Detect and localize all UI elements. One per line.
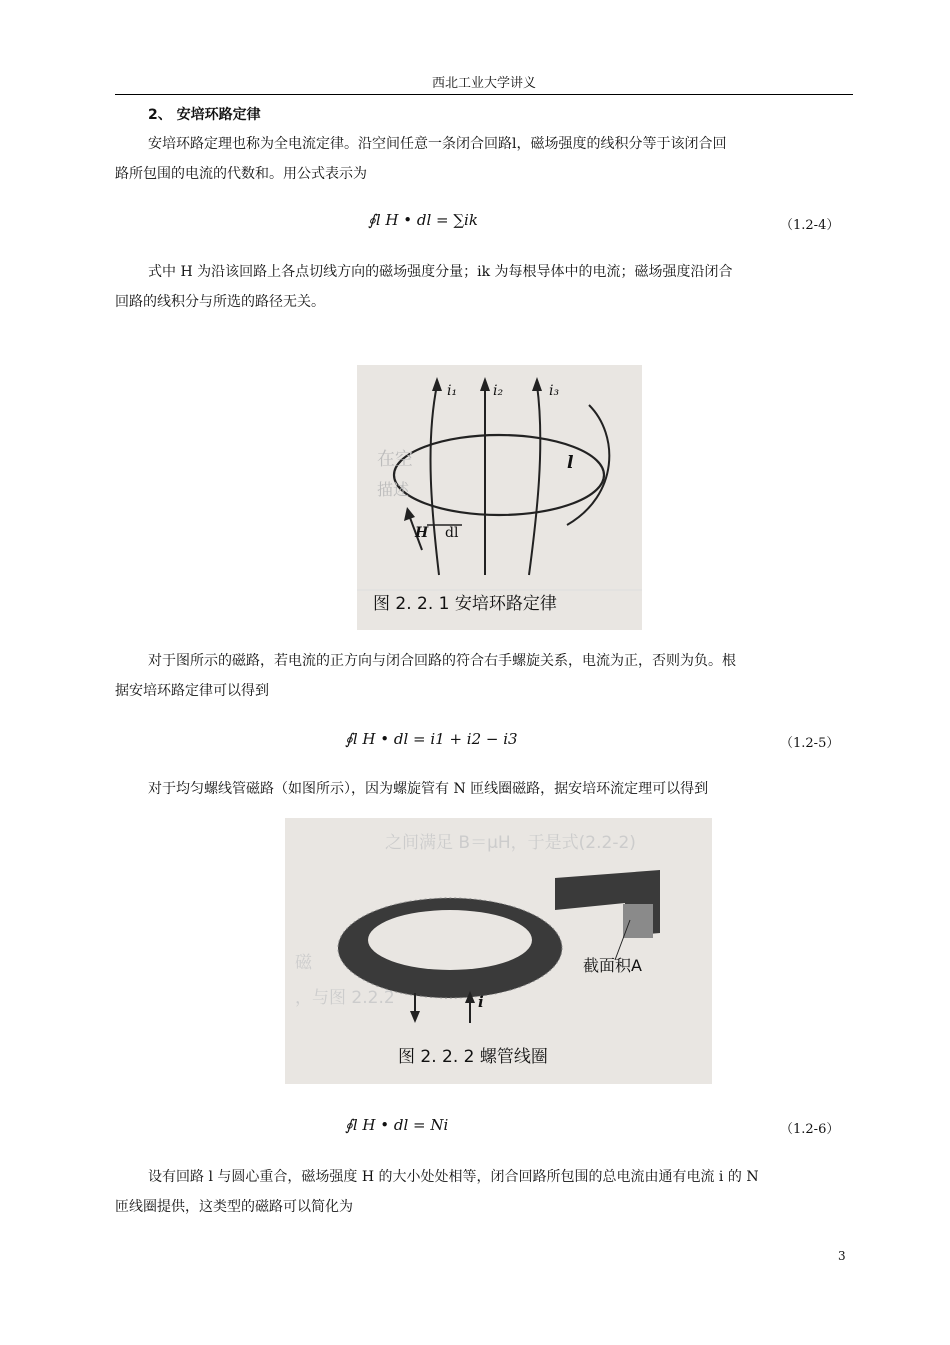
paragraph-1-line-2: 路所包围的电流的代数和。用公式表示为 <box>115 166 367 182</box>
paragraph-1 <box>115 129 853 189</box>
page-number: 3 <box>838 1249 846 1263</box>
label-i3: i₃ <box>549 383 560 399</box>
svg-text:之间满足 B＝μH，于是式(2.2-2): 之间满足 B＝μH，于是式(2.2-2) <box>385 833 636 853</box>
header-rule <box>115 94 853 95</box>
conductor-3 <box>529 385 540 575</box>
figure-solenoid <box>285 818 712 1084</box>
closed-loop <box>394 435 604 515</box>
paragraph-5 <box>115 1162 853 1222</box>
label-H: H <box>415 525 429 541</box>
equation-3-number: （1.2-6） <box>780 1122 840 1137</box>
paragraph-2-line-1: 式中 H 为沿该回路上各点切线方向的磁场强度分量；ik 为每根导体中的电流；磁场强度沿闭合 <box>148 264 733 280</box>
svg-text:磁: 磁 <box>295 953 312 973</box>
equation-2-number: （1.2-5） <box>780 736 840 751</box>
equation-2: ∮l H • dl = i1 + i2 − i3 <box>345 730 518 748</box>
paragraph-1-line-1: 安培环路定理也称为全电流定律。沿空间任意一条闭合回路l，磁场强度的线积分等于该闭合回 <box>148 136 727 152</box>
figure-2-caption: 图 2. 2. 2 螺管线圈 <box>398 1047 548 1067</box>
label-cross-section-area: 截面积A <box>583 956 642 975</box>
equation-1-number: （1.2-4） <box>780 218 840 233</box>
paragraph-3 <box>115 646 853 706</box>
equation-3: ∮l H • dl = Ni <box>345 1116 449 1134</box>
label-i2: i₂ <box>493 383 504 399</box>
paragraph-3-line-2: 据安培环路定律可以得到 <box>115 683 269 699</box>
section-title: 2、 安培环路定律 <box>148 107 261 123</box>
label-dl: dl <box>445 525 459 541</box>
paragraph-5-line-2: 匝线圈提供，这类型的磁路可以简化为 <box>115 1199 353 1215</box>
paragraph-2-line-2: 回路的线积分与所选的路径无关。 <box>115 294 325 310</box>
figure-ampere-loop <box>357 365 642 630</box>
svg-text:，与图 2.2.2: ，与图 2.2.2 <box>295 988 395 1008</box>
cross-section-area <box>623 904 653 938</box>
label-i1: i₁ <box>447 383 458 399</box>
label-loop-l: l <box>567 453 574 473</box>
equation-1: ∮l H • dl = ∑ik <box>368 211 478 229</box>
paragraph-3-line-1: 对于图所示的磁路，若电流的正方向与闭合回路的符合右手螺旋关系，电流为正，否则为负。根 <box>148 653 736 669</box>
paragraph-2 <box>115 257 853 317</box>
toroid-hole <box>368 910 532 970</box>
svg-text:描述: 描述 <box>377 480 410 499</box>
conductor-1 <box>431 385 439 575</box>
paragraph-4-line-1: 对于均匀螺线管磁路（如图所示），因为螺旋管有 N 匝线圈磁路，据安培环流定理可以得到 <box>148 781 709 797</box>
svg-text:在空: 在空 <box>377 449 413 470</box>
paragraph-5-line-1: 设有回路 l 与圆心重合，磁场强度 H 的大小处处相等，闭合回路所包围的总电流由通有电流 i 的 N <box>148 1169 759 1185</box>
figure-1-caption: 图 2. 2. 1 安培环路定律 <box>373 594 557 614</box>
page-header: 西北工业大学讲义 <box>431 76 536 91</box>
paragraph-4 <box>115 774 853 804</box>
label-current-i: i <box>478 993 484 1011</box>
